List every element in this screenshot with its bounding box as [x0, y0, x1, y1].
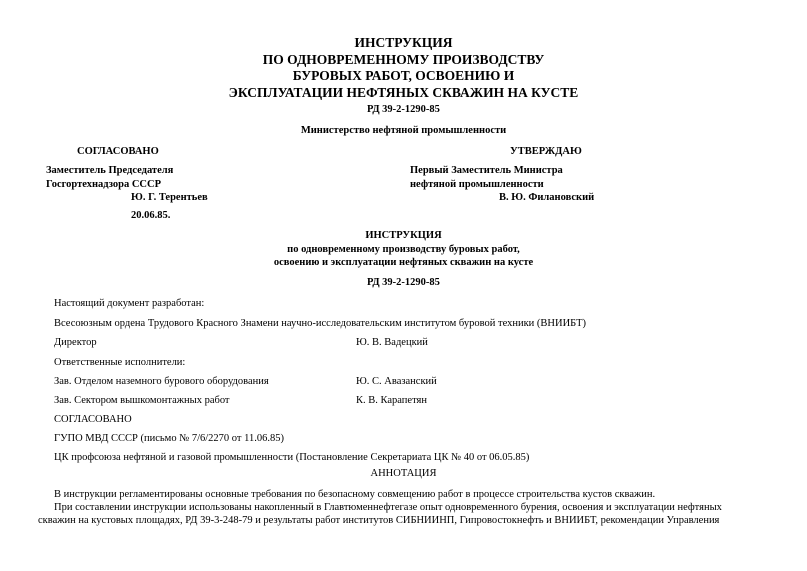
agreed-item: ЦК профсоюза нефтяной и газовой промышленности (Постановление Секретариата ЦК № 40 от 06.05.85) — [54, 452, 530, 463]
agreed-body-heading: СОГЛАСОВАНО — [54, 414, 132, 425]
annotation-paragraph: В инструкции регламентированы основные требования по безопасному совмещению работ в процессе строительства кустов скважин. — [54, 489, 656, 500]
signatory-line: Госгортехнадзора СССР — [46, 178, 162, 190]
executor-name: Ю. С. Авазанский — [356, 376, 437, 387]
responsible-heading: Ответственные исполнители: — [54, 357, 186, 368]
subtitle-doc-code: РД 39-2-1290-85 — [367, 277, 440, 288]
signatory-line: Первый Заместитель Министра — [410, 165, 563, 176]
executor-title: Зав. Сектором вышкомонтажных работ — [54, 395, 230, 406]
annotation-paragraph: При составлении инструкции использованы накопленный в Главтюменнефтегазе опыт одновременного бурения, освоения и эксплуатации нефтяных — [54, 502, 722, 513]
signatory-line: Заместитель Председателя — [46, 165, 174, 176]
agreed-signatory-name: Ю. Г. Терентьев — [131, 192, 208, 203]
director-title: Директор — [54, 337, 97, 348]
approve-heading: УТВЕРЖДАЮ — [510, 146, 582, 157]
executor-name: К. В. Карапетян — [356, 395, 427, 406]
main-title — [0, 35, 807, 101]
executor-title: Зав. Отделом наземного бурового оборудования — [54, 376, 269, 387]
executor-row — [54, 395, 427, 406]
developed-by: Настоящий документ разработан: — [54, 298, 205, 309]
doc-code: РД 39-2-1290-85 — [367, 104, 440, 115]
subtitle-line: по одновременному производству буровых работ, — [287, 243, 520, 255]
main-title-line: ПО ОДНОВРЕМЕННОМУ ПРОИЗВОДСТВУ — [262, 51, 545, 67]
agreed-date: 20.06.85. — [131, 210, 171, 221]
annotation-text — [38, 488, 773, 527]
subtitle-line: ИНСТРУКЦИЯ — [365, 230, 442, 241]
signatory-line: нефтяной промышленности — [410, 178, 544, 190]
main-title-line: ЭКСПЛУАТАЦИИ НЕФТЯНЫХ СКВАЖИН НА КУСТЕ — [228, 84, 579, 100]
subtitle-line: освоению и эксплуатации нефтяных скважин на кусте — [273, 257, 534, 268]
executor-row — [54, 376, 437, 387]
director-name: Ю. В. Вадецкий — [356, 337, 428, 348]
agreed-item: ГУПО МВД СССР (письмо № 7/6/2270 от 11.06.85) — [54, 433, 284, 444]
ministry: Министерство нефтяной промышленности — [300, 125, 507, 136]
institute-name: Всесоюзным ордена Трудового Красного Знамени научно-исследовательским институтом буровой техники (ВНИИБТ) — [54, 318, 586, 329]
main-title-line: ИНСТРУКЦИЯ — [354, 35, 453, 50]
agreed-signatory — [46, 164, 173, 191]
main-title-line: БУРОВЫХ РАБОТ, ОСВОЕНИЮ И — [292, 68, 515, 83]
approve-signatory-name: В. Ю. Филановский — [499, 192, 595, 203]
annotation-paragraph-continuation: скважин на кустовых площадях, РД 39-3-248-79 и результаты работ институтов СИБНИИНП, Гипровостокнефть и ВНИИБТ, рекомендации Управления — [38, 515, 720, 526]
agreed-heading: СОГЛАСОВАНО — [77, 146, 159, 157]
annotation-heading: АННОТАЦИЯ — [370, 468, 437, 479]
subtitle — [0, 229, 807, 270]
approve-signatory — [410, 164, 563, 191]
director-row — [54, 337, 428, 348]
